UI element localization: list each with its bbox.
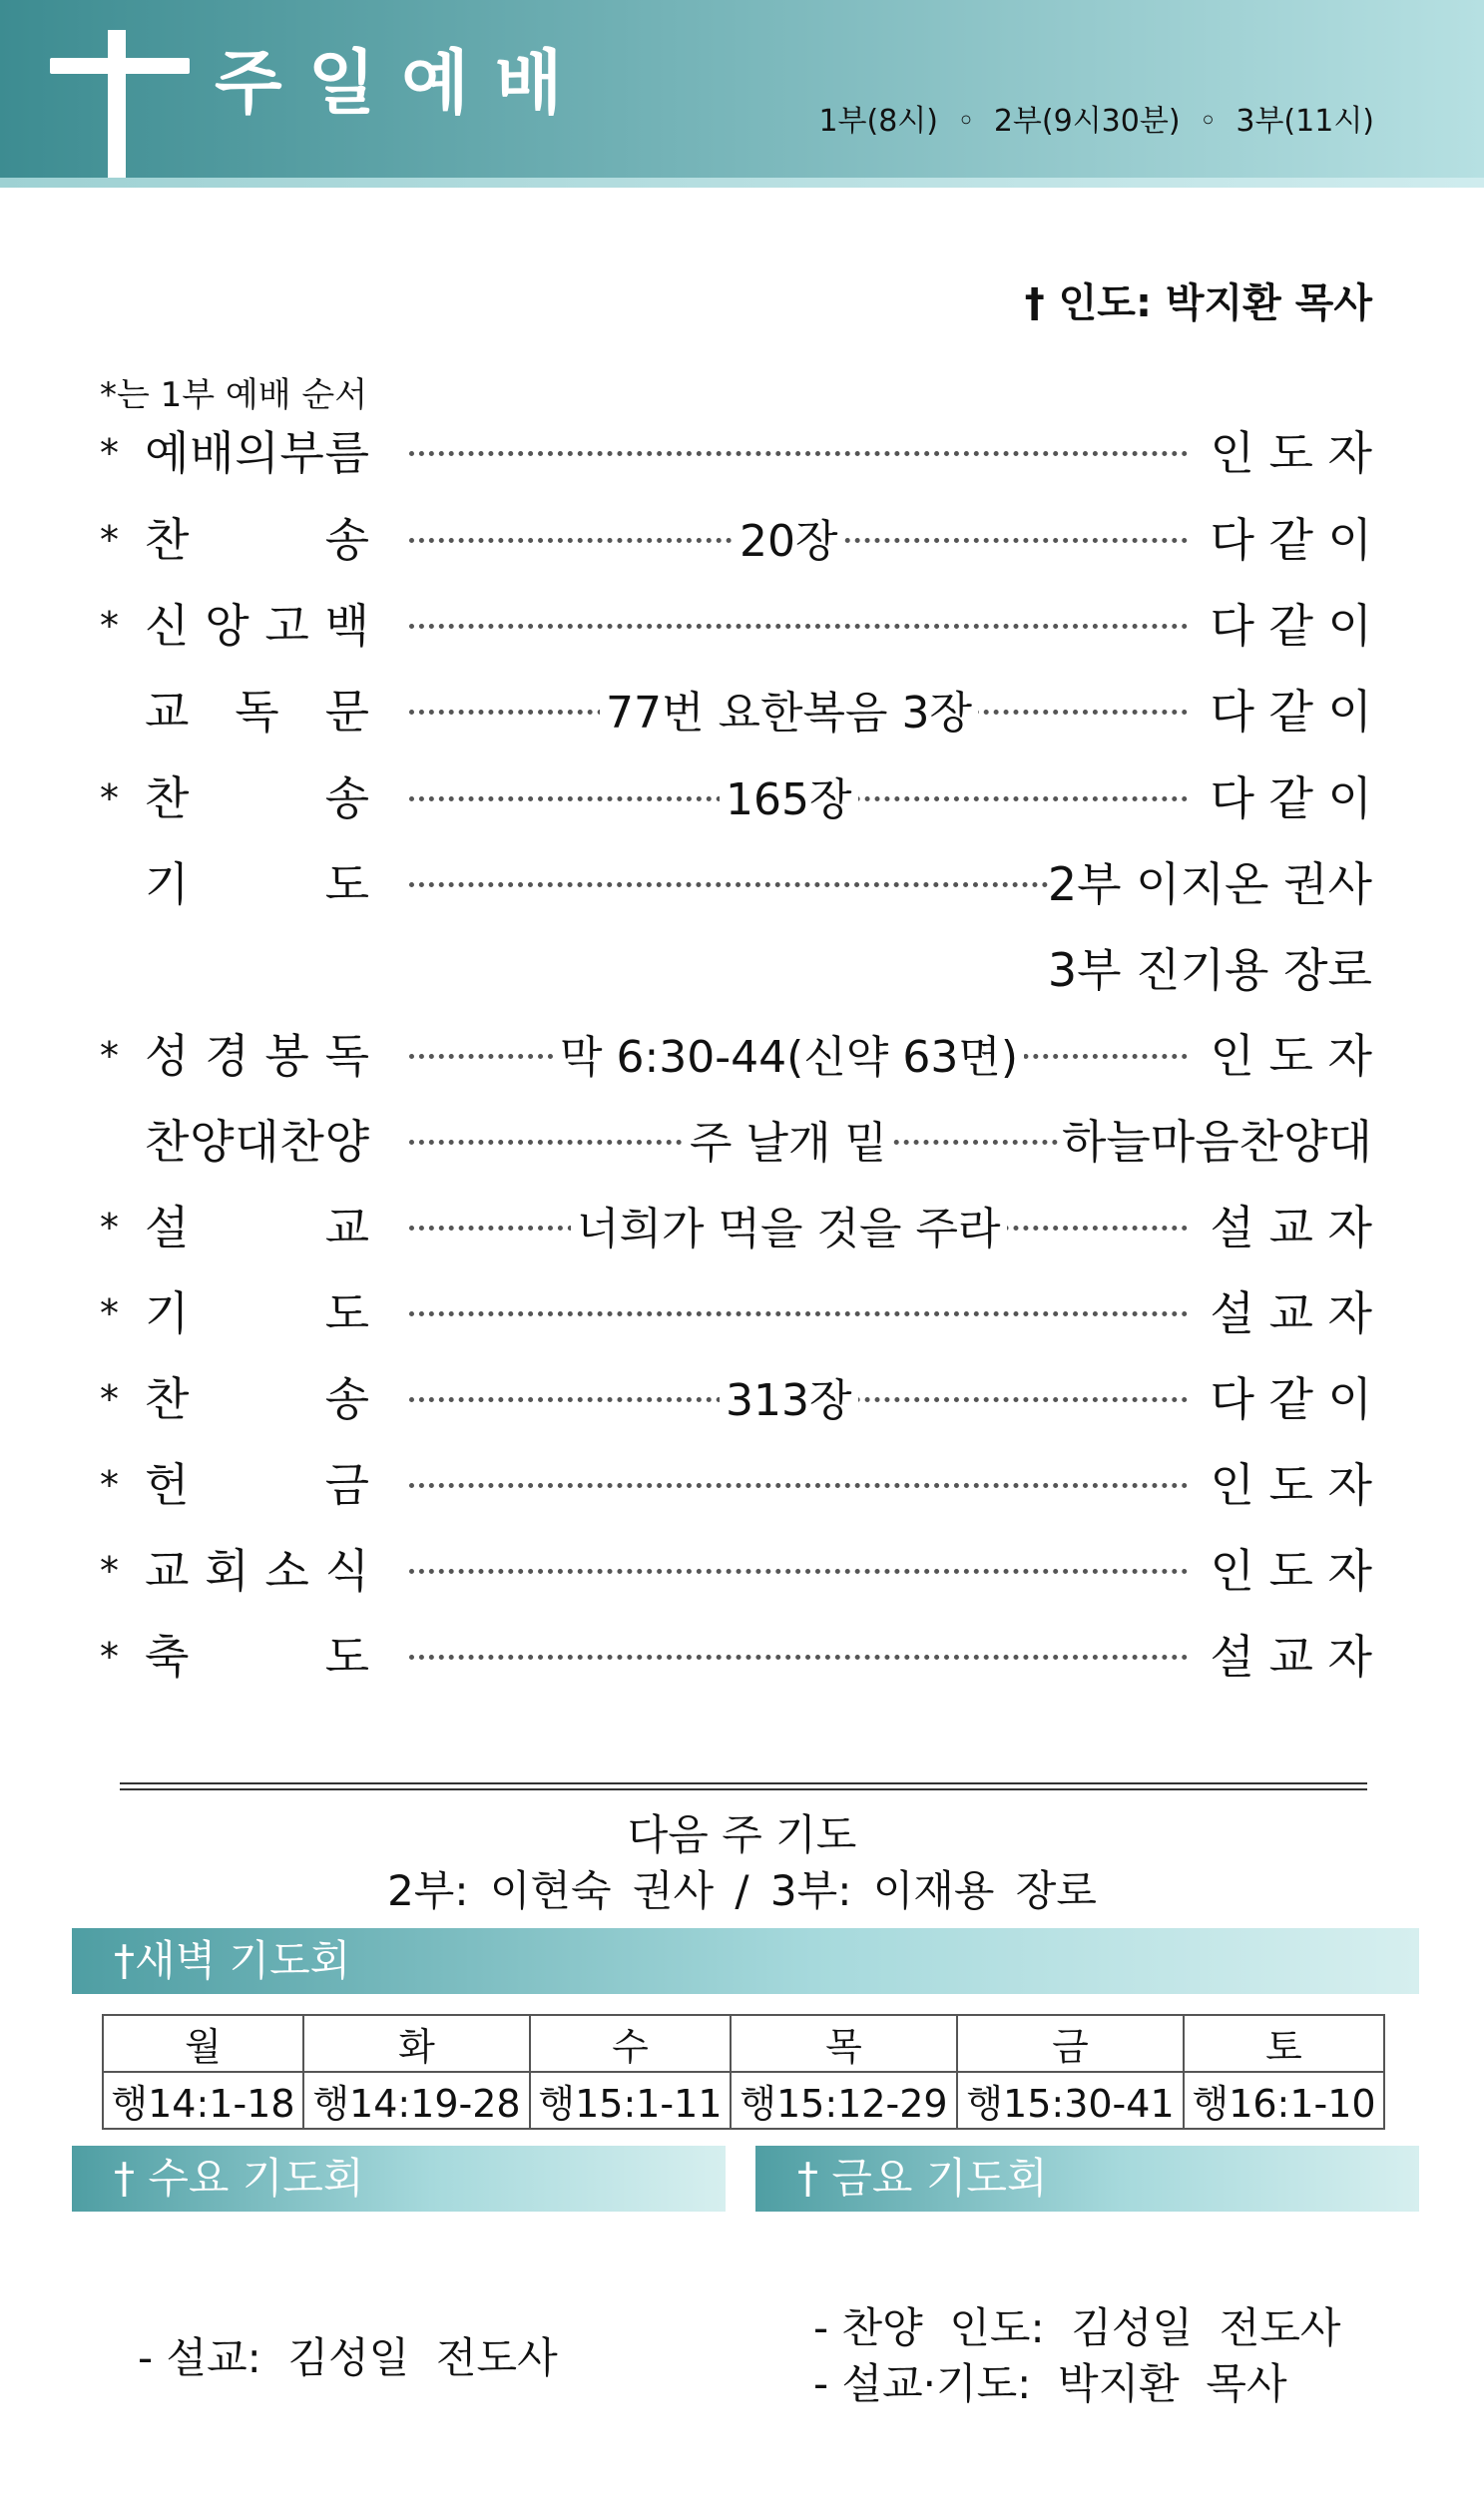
order-item-person: 인 도 자: [1210, 1544, 1372, 1598]
order-row: [0, 596, 1484, 656]
order-item-name-char: 기: [145, 1286, 190, 1340]
order-item-person: 2부 이지온 권사: [1047, 857, 1372, 911]
day-header: 월: [103, 2015, 303, 2072]
dawn-prayer-label: †새벽 기도회: [114, 1936, 351, 1985]
order-item-name-char: 송: [324, 1372, 369, 1426]
order-item-name-char: 봉: [264, 1029, 309, 1083]
wednesday-prayer-label: † 수요 기도회: [114, 2154, 364, 2203]
order-item-name-char: 경: [205, 1029, 249, 1083]
wednesday-prayer-band: [72, 2146, 726, 2212]
order-item-name-char: 성: [145, 1029, 190, 1083]
reading-cell: 행14:1-18: [103, 2072, 303, 2129]
order-row: [0, 1026, 1484, 1086]
order-row: [0, 510, 1484, 570]
friday-sermon-line: - 설교·기도: 박지환 목사: [813, 2359, 1287, 2408]
reading-cell: 행16:1-10: [1184, 2072, 1384, 2129]
order-item-person: 설 교 자: [1210, 1201, 1372, 1254]
order-item-name-char: 찬: [145, 1372, 190, 1426]
cross-icon: [108, 30, 126, 188]
order-item-name: [145, 510, 369, 570]
order-row: [0, 854, 1484, 914]
order-item-name-char: 교: [145, 685, 190, 739]
order-item-name-char: 찬: [145, 1115, 190, 1169]
friday-prayer-band: [755, 2146, 1419, 2212]
order-item-person: 인 도 자: [1210, 426, 1372, 480]
required-marker: *: [100, 1206, 119, 1250]
order-item-person: 다 같 이: [1210, 513, 1372, 567]
required-marker: *: [100, 1463, 119, 1507]
order-item-detail: 막 6:30-44(신약 63면): [554, 1032, 1024, 1084]
order-item-name-char: 찬: [279, 1115, 324, 1169]
order-item-detail: 주 날개 밑: [684, 1118, 893, 1170]
order-row: [0, 1112, 1484, 1172]
dot-leader: [409, 882, 1048, 887]
order-item-name-char: 교: [324, 1201, 369, 1254]
order-item-detail: 313장: [720, 1375, 858, 1427]
page-title: 주일예배: [215, 42, 589, 124]
order-item-name-char: 문: [324, 685, 369, 739]
order-item-person: 설 교 자: [1210, 1286, 1372, 1340]
order-item-name-char: 고: [264, 599, 309, 653]
order-item-name-char: 도: [324, 857, 369, 911]
required-marker: *: [100, 1549, 119, 1593]
order-item-name: [145, 854, 369, 914]
order-item-detail: 너희가 먹을 것을 주라: [571, 1204, 1007, 1255]
required-marker: *: [100, 518, 119, 562]
day-header: 목: [731, 2015, 957, 2072]
order-item-name-char: 대: [235, 1115, 279, 1169]
order-item-name-char: 소: [264, 1544, 309, 1598]
order-item-name: [145, 1369, 369, 1429]
order-row: [0, 1455, 1484, 1515]
required-marker: *: [100, 1377, 119, 1421]
order-item-name: [145, 1026, 369, 1086]
reading-cell: 행15:12-29: [731, 2072, 957, 2129]
order-item-name-char: 기: [145, 857, 190, 911]
service-leader: † 인도: 박지환 목사: [1024, 280, 1372, 326]
order-item-name-char: 앙: [205, 599, 249, 653]
dawn-prayer-band: [72, 1928, 1419, 1994]
order-item-name: [145, 1283, 369, 1343]
order-item-name: [145, 423, 369, 483]
order-item-name-char: 도: [324, 1286, 369, 1340]
order-item-name-char: 교: [145, 1544, 190, 1598]
order-item-name-char: 양: [190, 1115, 235, 1169]
order-row: [0, 1369, 1484, 1429]
order-item-name: [145, 1455, 369, 1515]
dot-leader: [409, 451, 1188, 456]
order-item-name: [145, 768, 369, 828]
divider: [120, 1788, 1367, 1790]
order-item-person: 다 같 이: [1210, 599, 1372, 653]
order-row: [0, 1541, 1484, 1601]
order-row: [0, 768, 1484, 828]
order-item-detail: 20장: [734, 516, 844, 568]
order-item-name-char: 부: [279, 426, 324, 480]
order-item-person: 다 같 이: [1210, 685, 1372, 739]
dot-leader: [409, 1655, 1188, 1660]
cross-icon-bar: [50, 58, 190, 74]
table-row: [103, 2072, 1384, 2129]
reading-cell: 행15:1-11: [530, 2072, 731, 2129]
friday-prayer-label: † 금요 기도회: [797, 2154, 1048, 2203]
order-item-name-char: 독: [235, 685, 279, 739]
reading-cell: 행14:19-28: [303, 2072, 530, 2129]
friday-praise-line: - 찬양 인도: 김성일 전도사: [813, 2303, 1341, 2352]
order-item-name-char: 헌: [145, 1458, 190, 1512]
order-item-name-char: 송: [324, 513, 369, 567]
order-item-person: 다 같 이: [1210, 771, 1372, 825]
order-item-person: 인 도 자: [1210, 1029, 1372, 1083]
order-item-name-char: 도: [324, 1630, 369, 1684]
order-item-name-char: 식: [324, 1544, 369, 1598]
order-item-detail: 165장: [720, 774, 858, 826]
order-item-name: [145, 1541, 369, 1601]
order-item-person: 3부 진기용 장로: [1047, 943, 1372, 997]
dot-leader: [409, 1569, 1188, 1574]
dot-leader: [409, 624, 1188, 629]
order-item-name-char: 금: [324, 1458, 369, 1512]
required-marker: *: [100, 604, 119, 648]
order-item-name: [145, 596, 369, 656]
order-item-name-char: 설: [145, 1201, 190, 1254]
order-item-name-char: 찬: [145, 771, 190, 825]
order-item-name-char: 찬: [145, 513, 190, 567]
order-item-name-char: 예: [145, 426, 190, 480]
header-banner: [0, 0, 1484, 178]
dawn-prayer-table: [102, 2014, 1385, 2130]
order-item-name: [145, 1112, 369, 1172]
order-row: [0, 1198, 1484, 1257]
order-item-name-char: 의: [235, 426, 279, 480]
order-item-name-char: 회: [205, 1544, 249, 1598]
required-marker: *: [100, 1291, 119, 1335]
required-marker: *: [100, 776, 119, 820]
order-item-name-char: 백: [324, 599, 369, 653]
order-item-person: 다 같 이: [1210, 1372, 1372, 1426]
next-week-prayer-names: 2부: 이현숙 권사 / 3부: 이재용 장로: [387, 1866, 1097, 1915]
day-header: 화: [303, 2015, 530, 2072]
order-item-person: 설 교 자: [1210, 1630, 1372, 1684]
order-item-person: 하늘마음찬양대: [1061, 1115, 1372, 1169]
order-item-name: [145, 1198, 369, 1257]
order-item-detail: 77번 요한복음 3장: [600, 688, 978, 740]
order-item-name: [145, 682, 369, 742]
reading-cell: 행15:30-41: [957, 2072, 1184, 2129]
order-item-name: [145, 1627, 369, 1687]
order-row: [0, 940, 1484, 1000]
order-item-name-char: 신: [145, 599, 190, 653]
order-item-name-char: 름: [324, 426, 369, 480]
next-week-title: 다음 주 기도: [627, 1810, 857, 1859]
order-row: [0, 1283, 1484, 1343]
order-item-person: 인 도 자: [1210, 1458, 1372, 1512]
order-item-name-char: 축: [145, 1630, 190, 1684]
divider: [120, 1782, 1367, 1784]
day-header: 토: [1184, 2015, 1384, 2072]
dot-leader: [409, 1483, 1188, 1488]
wednesday-sermon-line: - 설교: 김성일 전도사: [138, 2333, 558, 2382]
order-item-name-char: 배: [190, 426, 235, 480]
order-row: [0, 423, 1484, 483]
order-row: [0, 682, 1484, 742]
day-header: 금: [957, 2015, 1184, 2072]
order-item-name-char: 송: [324, 771, 369, 825]
order-note: *는 1부 예배 순서: [100, 375, 368, 415]
required-marker: *: [100, 1635, 119, 1679]
dot-leader: [409, 1311, 1188, 1316]
header-underline: [0, 178, 1484, 188]
order-item-name-char: 양: [324, 1115, 369, 1169]
service-times: 1부(8시) ◦ 2부(9시30분) ◦ 3부(11시): [818, 104, 1374, 139]
required-marker: *: [100, 1034, 119, 1078]
required-marker: *: [100, 431, 119, 475]
order-item-name-char: 독: [324, 1029, 369, 1083]
order-row: [0, 1627, 1484, 1687]
table-row: [103, 2015, 1384, 2072]
day-header: 수: [530, 2015, 731, 2072]
